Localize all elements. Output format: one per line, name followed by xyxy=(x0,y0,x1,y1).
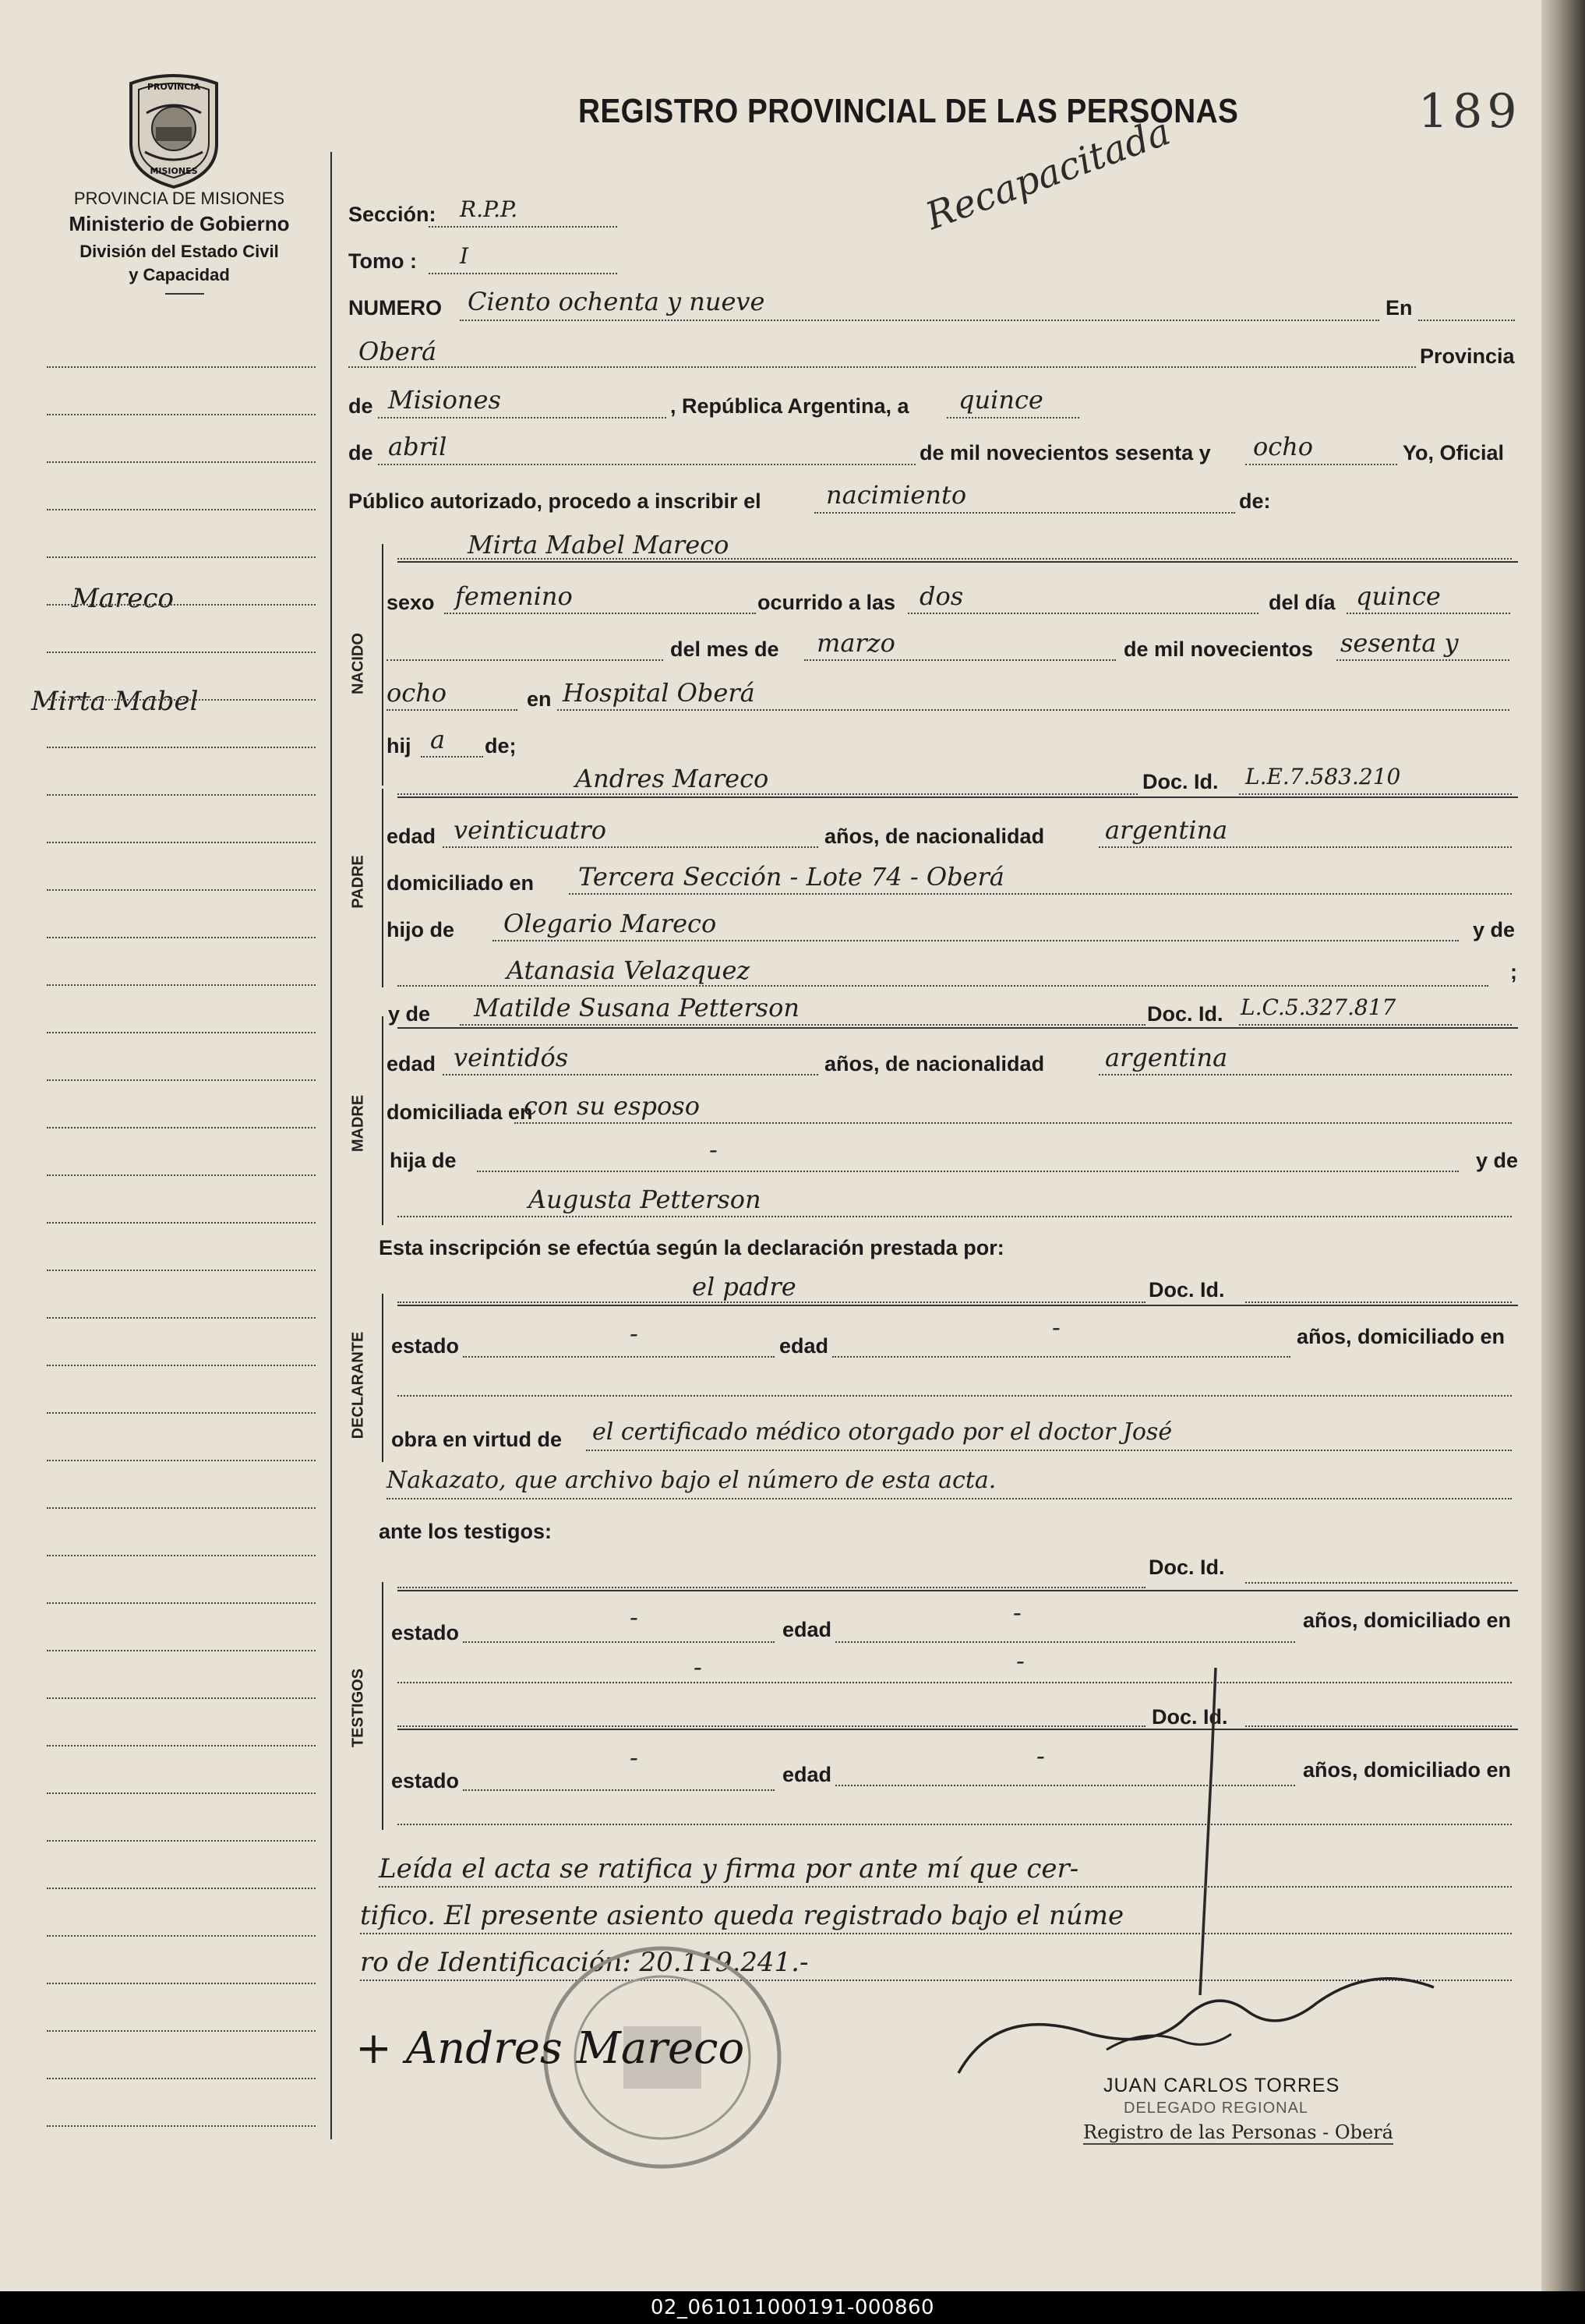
del-mes-dots-left xyxy=(387,659,663,661)
padre-nac-dots xyxy=(1099,846,1512,848)
margin-rule xyxy=(47,1460,316,1461)
madre-doc-value: L.C.5.327.817 xyxy=(1241,994,1396,1020)
madre-madre-dots xyxy=(397,1216,1512,1217)
margin-rule xyxy=(47,1840,316,1842)
division-label: División del Estado Civil xyxy=(79,242,279,261)
decl-estado-dots xyxy=(463,1356,775,1358)
margin-rule xyxy=(47,556,316,558)
del-mes-label: del mes de xyxy=(670,638,779,661)
madre-dom-label: domiciliada en xyxy=(387,1100,533,1124)
de-mil-nov-label: de mil novecientos xyxy=(1124,638,1314,661)
seccion-label: Sección: xyxy=(348,203,436,226)
decl-estado-label: estado xyxy=(391,1334,460,1358)
margin-rule xyxy=(47,842,316,843)
publico-label: Público autorizado, procedo a inscribir el xyxy=(348,489,761,513)
mes-nac-dots xyxy=(804,659,1116,661)
test2-estado-dots xyxy=(463,1789,775,1791)
nacido-side-label: NACIDO xyxy=(349,633,367,694)
testigos-side-label: TESTIGOS xyxy=(349,1668,367,1748)
provincia-label: Provincia xyxy=(1420,344,1515,368)
declarante-value: el padre xyxy=(692,1272,796,1302)
declarante-side-label: DECLARANTE xyxy=(349,1331,367,1439)
testigo2-name-dots xyxy=(397,1725,1146,1727)
margin-rule xyxy=(47,652,316,653)
anio-dots xyxy=(1245,464,1397,465)
padre-dom-value: Tercera Sección - Lote 74 - Oberá xyxy=(578,862,1004,892)
margin-rule xyxy=(47,1650,316,1651)
margin-rule xyxy=(47,509,316,510)
margin-rule xyxy=(47,1935,316,1937)
test1-estado-value: - xyxy=(630,1602,638,1632)
de-colon-label: de: xyxy=(1239,489,1271,513)
hij-label: hij xyxy=(387,734,411,758)
provincial-seal xyxy=(123,66,224,191)
en-nac-label: en xyxy=(527,687,552,711)
closing-line-2: tifico. El presente asiento queda registrado bajo el núme xyxy=(360,1900,1124,1931)
de-semi-label: de; xyxy=(485,734,517,758)
tomo-value: I xyxy=(460,243,469,269)
margin-rule xyxy=(47,984,316,986)
seccion-dots xyxy=(429,226,617,228)
test-dash-b: - xyxy=(1016,1646,1025,1676)
testigo2-doc-label: Doc. Id. xyxy=(1152,1705,1228,1729)
republica-label: , República Argentina, a xyxy=(670,394,909,418)
nacido-top-rule xyxy=(397,561,1518,563)
official-title: DELEGADO REGIONAL xyxy=(1124,2100,1309,2117)
hora-value: dos xyxy=(920,581,964,611)
declarante-top-rule xyxy=(397,1305,1518,1306)
padre-nombre-value: Andres Mareco xyxy=(575,764,769,793)
ministry-label: Ministerio de Gobierno xyxy=(69,212,290,235)
margin-rule xyxy=(47,1079,316,1081)
province-label: PROVINCIA DE MISIONES xyxy=(73,189,285,208)
margin-rule xyxy=(47,889,316,891)
margin-rule xyxy=(47,1888,316,1889)
tomo-label: Tomo : xyxy=(348,249,417,273)
page-number: 189 xyxy=(1418,84,1522,139)
testigo2-rule xyxy=(397,1729,1518,1730)
padre-nombre-dots xyxy=(397,793,1138,795)
testigo1-doc-dots xyxy=(1245,1582,1512,1584)
testigo2-doc-dots xyxy=(1245,1725,1512,1727)
margin-rule xyxy=(47,1555,316,1556)
padre-dom-dots xyxy=(569,893,1512,895)
testigos-bracket xyxy=(382,1582,383,1830)
father-signature: + Andres Mareco xyxy=(355,2023,745,2074)
obra-label: obra en virtud de xyxy=(391,1428,563,1451)
lugar-nac-dots xyxy=(557,709,1509,711)
obra-value-1: el certificado médico otorgado por el doctor José xyxy=(592,1418,1173,1446)
sexo-label: sexo xyxy=(387,591,435,614)
test1-anos-label: años, domiciliado en xyxy=(1303,1609,1512,1632)
declarante-doc-label: Doc. Id. xyxy=(1149,1278,1225,1302)
lugar-nac-value: Hospital Oberá xyxy=(563,678,755,708)
test2-estado-label: estado xyxy=(391,1769,460,1792)
margin-rule xyxy=(47,1507,316,1509)
testigos-intro-label: ante los testigos: xyxy=(379,1520,552,1543)
acto-value: nacimiento xyxy=(826,480,967,510)
padre-side-label: PADRE xyxy=(349,855,367,909)
madre-edad-dots xyxy=(443,1074,818,1075)
madre-dom-value: con su esposo xyxy=(524,1091,700,1121)
test2-edad-label: edad xyxy=(782,1763,832,1786)
margin-rule xyxy=(47,794,316,796)
anio-nac-a-value: sesenta y xyxy=(1340,628,1459,658)
provincia-dots xyxy=(378,417,666,419)
closing-line-3: ro de Identificación: 20.119.241.- xyxy=(360,1947,809,1978)
svg-text:MISIONES: MISIONES xyxy=(150,166,198,176)
padre-doc-value: L.E.7.583.210 xyxy=(1245,764,1401,789)
decl-dom-dots xyxy=(397,1395,1512,1397)
margin-rule xyxy=(47,1127,316,1128)
anio-nac-dots-b xyxy=(387,709,517,711)
padre-top-rule xyxy=(397,796,1518,798)
acto-dots xyxy=(814,512,1235,514)
nacido-bracket xyxy=(382,544,383,786)
padre-padre-dots xyxy=(492,940,1459,941)
margin-rule xyxy=(47,937,316,938)
margin-surname: Mareco xyxy=(72,583,174,614)
margin-rule xyxy=(47,1697,316,1699)
svg-text:PROVINCIA: PROVINCIA xyxy=(146,82,201,92)
margin-rule xyxy=(47,1222,316,1224)
dia-nac-value: quince xyxy=(1356,581,1441,611)
madre-padre-dots xyxy=(477,1171,1459,1172)
test1-edad-label: edad xyxy=(782,1618,832,1641)
test2-anos-label: años, domiciliado en xyxy=(1303,1758,1512,1782)
en-label: En xyxy=(1386,296,1413,320)
anio-value: ocho xyxy=(1253,432,1314,461)
mes-nac-value: marzo xyxy=(817,628,895,658)
ocurrido-label: ocurrido a las xyxy=(757,591,896,614)
decl-edad-value: - xyxy=(1052,1312,1061,1342)
margin-rule xyxy=(47,2078,316,2079)
closing-dots-2 xyxy=(360,1933,1512,1934)
margin-rule xyxy=(47,1317,316,1319)
tomo-dots xyxy=(429,273,617,274)
nombre-value: Mirta Mabel Mareco xyxy=(468,530,729,560)
declarante-bracket xyxy=(382,1294,383,1462)
margin-rule xyxy=(47,2030,316,2032)
madre-dom-dots xyxy=(514,1122,1512,1124)
seccion-value: R.P.P. xyxy=(460,196,518,222)
inscripcion-label: Esta inscripción se efectúa según la declaración prestada por: xyxy=(379,1236,1004,1259)
book-binding xyxy=(1541,0,1585,2291)
padre-semicolon: ; xyxy=(1510,960,1517,984)
main-vertical-rule xyxy=(330,152,332,2139)
madre-y-de-label-2: y de xyxy=(1476,1149,1519,1172)
de-mil-label: de mil novecientos sesenta y xyxy=(920,441,1211,464)
margin-rule xyxy=(47,1602,316,1604)
provincia-value: Misiones xyxy=(388,385,501,415)
margin-rule xyxy=(47,604,316,606)
numero-label: NUMERO xyxy=(348,296,442,320)
margin-rule xyxy=(47,747,316,748)
padre-doc-label: Doc. Id. xyxy=(1142,770,1219,793)
madre-top-rule xyxy=(397,1027,1518,1029)
padre-padre-value: Olegario Mareco xyxy=(503,909,717,938)
testigo1-name-dots xyxy=(397,1587,1146,1588)
margin-rule xyxy=(47,1745,316,1747)
madre-nombre-dots xyxy=(460,1024,1146,1026)
hij-dots xyxy=(421,756,483,758)
test2-edad-value: - xyxy=(1036,1741,1045,1771)
test1-edad-value: - xyxy=(1013,1598,1022,1627)
madre-madre-value: Augusta Petterson xyxy=(528,1185,761,1214)
hora-dots xyxy=(908,613,1258,614)
test2-dom-dots xyxy=(397,1824,1512,1825)
capacity-label: y Capacidad xyxy=(129,265,230,284)
obra-dots-1 xyxy=(586,1450,1512,1451)
padre-y-de-label: y de xyxy=(1473,918,1516,941)
yo-oficial-label: Yo, Oficial xyxy=(1403,441,1505,464)
margin-rule xyxy=(47,1983,316,1984)
margin-rule xyxy=(47,699,316,701)
padre-bracket xyxy=(382,789,383,987)
margin-rule xyxy=(47,2125,316,2127)
testigos-top-rule xyxy=(397,1590,1518,1591)
padre-nac-label: años, de nacionalidad xyxy=(824,825,1045,848)
margin-rule xyxy=(47,1174,316,1176)
mes-dots xyxy=(378,464,916,465)
madre-padre-value: - xyxy=(709,1135,718,1164)
madre-doc-label: Doc. Id. xyxy=(1147,1002,1223,1026)
madre-edad-label: edad xyxy=(387,1052,436,1075)
margin-rule xyxy=(47,366,316,368)
padre-madre-value: Atanasia Velazquez xyxy=(507,955,750,985)
padre-edad-label: edad xyxy=(387,825,436,848)
margin-rule xyxy=(47,461,316,463)
decl-edad-dots xyxy=(832,1356,1290,1358)
test1-edad-dots xyxy=(835,1641,1295,1643)
madre-hija-label: hija de xyxy=(390,1149,457,1172)
test1-estado-dots xyxy=(463,1641,775,1643)
margin-rule xyxy=(47,414,316,415)
official-name: JUAN CARLOS TORRES xyxy=(1103,2075,1340,2096)
dia-nac-dots xyxy=(1347,613,1510,614)
madre-bracket xyxy=(382,1016,383,1225)
official-office: Registro de las Personas - Oberá xyxy=(1083,2121,1393,2143)
mes-value: abril xyxy=(388,432,447,461)
declarante-dots xyxy=(397,1302,1146,1303)
hij-suffix: a xyxy=(430,725,446,754)
madre-side-label: MADRE xyxy=(349,1094,367,1153)
madre-nac-dots xyxy=(1099,1074,1512,1075)
padre-dom-label: domiciliado en xyxy=(387,871,535,895)
padre-edad-value: veinticuatro xyxy=(454,815,606,845)
obra-dots-2 xyxy=(387,1498,1512,1499)
margin-rule xyxy=(47,1365,316,1366)
madre-doc-dots xyxy=(1239,1024,1512,1026)
margin-given-names: Mirta Mabel xyxy=(31,686,199,717)
margin-rule xyxy=(47,1270,316,1271)
decl-edad-label: edad xyxy=(779,1334,829,1358)
numero-value: Ciento ochenta y nueve xyxy=(468,287,765,316)
declarante-doc-dots xyxy=(1245,1302,1512,1303)
padre-doc-dots xyxy=(1239,793,1512,795)
en-dots xyxy=(1418,320,1515,321)
official-signature-scribble xyxy=(951,1956,1449,2089)
test2-estado-value: - xyxy=(630,1743,638,1772)
margin-rule xyxy=(47,1792,316,1794)
anio-nac-b-value: ocho xyxy=(387,678,447,708)
sexo-dots xyxy=(444,613,756,614)
test-dash-a: - xyxy=(694,1652,702,1682)
padre-nac-value: argentina xyxy=(1105,815,1228,845)
test1-dom-dots xyxy=(397,1682,1512,1683)
madre-nombre-value: Matilde Susana Petterson xyxy=(474,993,800,1022)
de-label-1: de xyxy=(348,394,373,418)
recapacitated-annotation: Recapacitada xyxy=(920,109,1177,238)
madre-y-de-label: y de xyxy=(388,1002,431,1026)
decl-anos-label: años, domiciliado en xyxy=(1297,1325,1506,1348)
del-dia-label: del día xyxy=(1269,591,1336,614)
lugar-value: Oberá xyxy=(358,337,437,366)
test1-estado-label: estado xyxy=(391,1621,460,1644)
nombre-dots xyxy=(397,558,1512,560)
padre-hijo-label: hijo de xyxy=(387,918,454,941)
header-divider xyxy=(165,293,204,295)
sexo-value: femenino xyxy=(455,581,573,611)
numero-dots xyxy=(460,320,1379,321)
obra-value-2: Nakazato, que archivo bajo el número de esta acta. xyxy=(387,1467,997,1494)
closing-dots-1 xyxy=(379,1886,1512,1888)
image-id-footer: 02_061011000191-000860 xyxy=(0,2291,1585,2324)
margin-rule xyxy=(47,1412,316,1414)
anio-nac-dots-a xyxy=(1336,659,1509,661)
de-label-2: de xyxy=(348,441,373,464)
dia-dots xyxy=(947,417,1079,419)
dia-value: quince xyxy=(958,385,1043,415)
testigo1-doc-label: Doc. Id. xyxy=(1149,1556,1225,1579)
decl-estado-value: - xyxy=(630,1319,638,1348)
padre-madre-dots xyxy=(397,985,1488,987)
lugar-dots xyxy=(348,366,1416,368)
padre-edad-dots xyxy=(443,846,818,848)
madre-nac-value: argentina xyxy=(1105,1043,1228,1072)
madre-nac-label: años, de nacionalidad xyxy=(824,1052,1045,1075)
closing-line-1: Leída el acta se ratifica y firma por ante mí que cer- xyxy=(379,1853,1079,1884)
document-title: REGISTRO PROVINCIAL DE LAS PERSONAS xyxy=(578,92,1239,130)
margin-rule xyxy=(47,1032,316,1033)
madre-edad-value: veintidós xyxy=(454,1043,569,1072)
